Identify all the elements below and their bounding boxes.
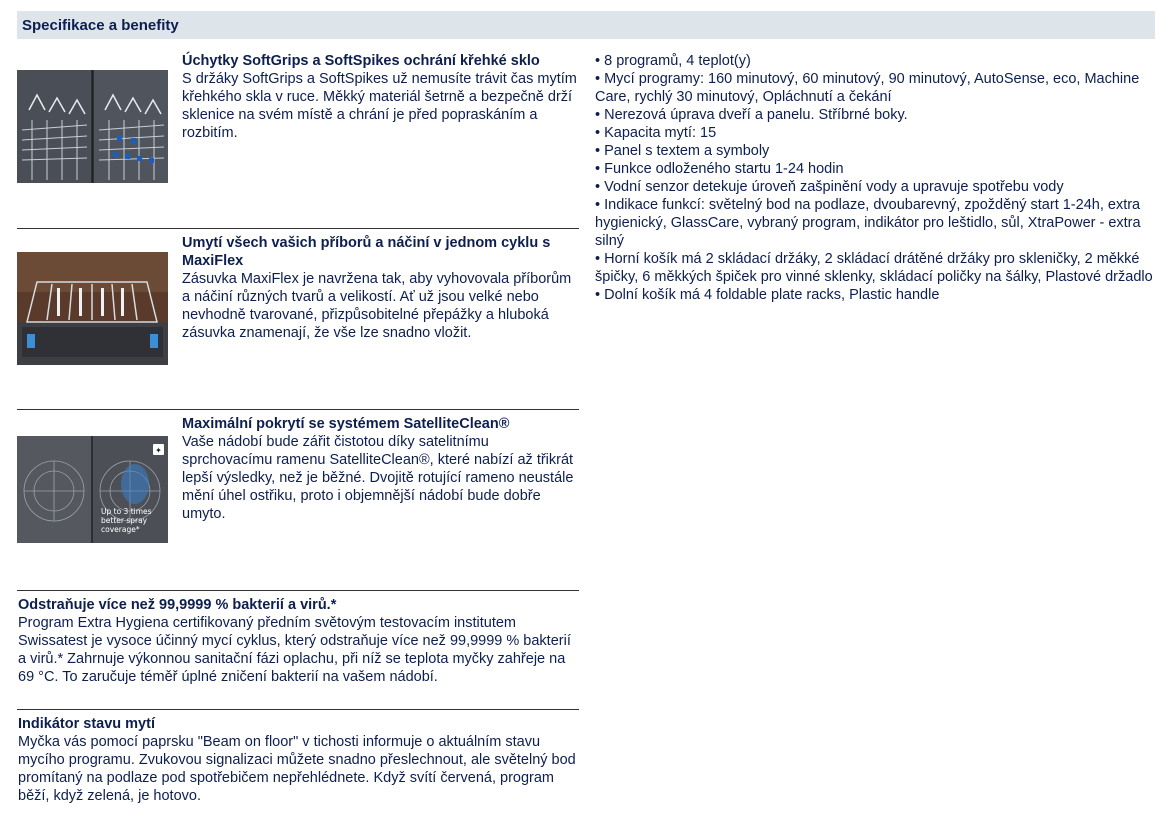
hygiene-block xyxy=(17,590,579,708)
maxiflex-image xyxy=(17,252,168,365)
section-title: Specifikace a benefity xyxy=(22,17,179,34)
spec-item: • Funkce odloženého startu 1-24 hodin xyxy=(595,161,844,177)
feature-title: Umytí všech vašich příborů a náčiní v jednom cyklu s MaxiFlex xyxy=(182,235,551,269)
feature-body: Zásuvka MaxiFlex je navržena tak, aby vyhovovala příborům a náčiní různých tvarů a velikostí. Ať už jsou velké nebo nevhodně tvarované, přizpůsobitelné přepážky a hluboká zásuvka znamenají, že vše lze snadno vložit. xyxy=(182,271,572,341)
spec-item: • Horní košík má 2 skládací držáky, 2 skládací drátěné držáky pro skleničky, 2 měkké špičky, 6 měkkých špiček pro vinné sklenky, skládací poličky na šálky, Plastové držadlo xyxy=(595,251,1153,285)
feature-softgrips xyxy=(17,52,579,202)
feature-title: Úchytky SoftGrips a SoftSpikes ochrání křehké sklo xyxy=(182,53,540,69)
svg-text:✦: ✦ xyxy=(155,446,162,455)
block-title: Odstraňuje více než 99,9999 % bakterií a virů.* xyxy=(18,597,337,613)
divider xyxy=(17,409,579,410)
block-title: Indikátor stavu mytí xyxy=(18,716,155,732)
spec-list xyxy=(595,52,1155,304)
spec-item: • Nerezová úprava dveří a panelu. Stříbrné boky. xyxy=(595,107,908,123)
feature-body: Vaše nádobí bude zářit čistotou díky satelitnímu sprchovacímu ramenu SatelliteClean®, které nabízí až třikrát lepší výsledky, než je běžné. Dvojitě rotující rameno neustále mění úhel ostřiku, proto i objemnější nádobí bude dobře umyto. xyxy=(182,434,574,522)
spec-item: • Dolní košík má 4 foldable plate racks, Plastic handle xyxy=(595,287,940,303)
feature-satelliteclean xyxy=(17,409,579,579)
feature-body: S držáky SoftGrips a SoftSpikes už nemusíte trávit čas mytím křehkého skla v ruce. Měkký materiál šetrně a bezpečně drží sklenice na svém místě a chrání je před popraskáním a rozbitím. xyxy=(182,71,577,141)
spec-item: • Indikace funkcí: světelný bod na podlaze, dvoubarevný, zpožděný start 1-24h, extra hygienický, GlassCare, vybraný program, indikátor pro leštidlo, sůl, XtraPower - extra silný xyxy=(595,197,1141,249)
feature-title: Maximální pokrytí se systémem SatelliteClean® xyxy=(182,416,510,432)
status-indicator-block xyxy=(17,709,579,809)
divider xyxy=(17,709,579,710)
spec-item: • Kapacita mytí: 15 xyxy=(595,125,717,141)
spec-item: • Mycí programy: 160 minutový, 60 minutový, 90 minutový, AutoSense, eco, Machine Care, rychlý 30 minutový, Opláchnutí a čekání xyxy=(595,71,1140,105)
section-header xyxy=(17,11,1155,39)
image-caption-line-1: Up to 3 times xyxy=(101,507,152,516)
block-body: Myčka vás pomocí paprsku "Beam on floor" v tichosti informuje o aktuálním stavu mycího programu. Zvukovou signalizaci můžete snadno přeslechnout, ale světelný bod promítaný na podlaze pod spotřebičem nepřehlédnete. Když svítí červená, program běží, když zelená, je hotovo. xyxy=(18,734,576,804)
divider xyxy=(17,228,579,229)
spec-item: • Vodní senzor detekuje úroveň zašpinění vody a upravuje spotřebu vody xyxy=(595,179,1064,195)
softgrips-image xyxy=(17,70,168,183)
image-caption-line-2: better spray xyxy=(101,516,148,525)
image-caption-line-3: coverage* xyxy=(101,525,140,534)
satelliteclean-image xyxy=(17,436,168,543)
block-body: Program Extra Hygiena certifikovaný předním světovým testovacím institutem Swissatest je vysoce účinný mycí cyklus, který odstraňuje více než 99,9999 % bakterií a virů.* Zahrnuje výkonnou sanitační fázi oplachu, při níž se teplota myčky zahřeje na 69 °C. To zaručuje téměř úplné zničení bakterií na vašem nádobí. xyxy=(18,615,571,685)
spec-item: • 8 programů, 4 teplot(y) xyxy=(595,53,751,69)
feature-maxiflex xyxy=(17,228,579,398)
spec-item: • Panel s textem a symboly xyxy=(595,143,770,159)
divider xyxy=(17,590,579,591)
